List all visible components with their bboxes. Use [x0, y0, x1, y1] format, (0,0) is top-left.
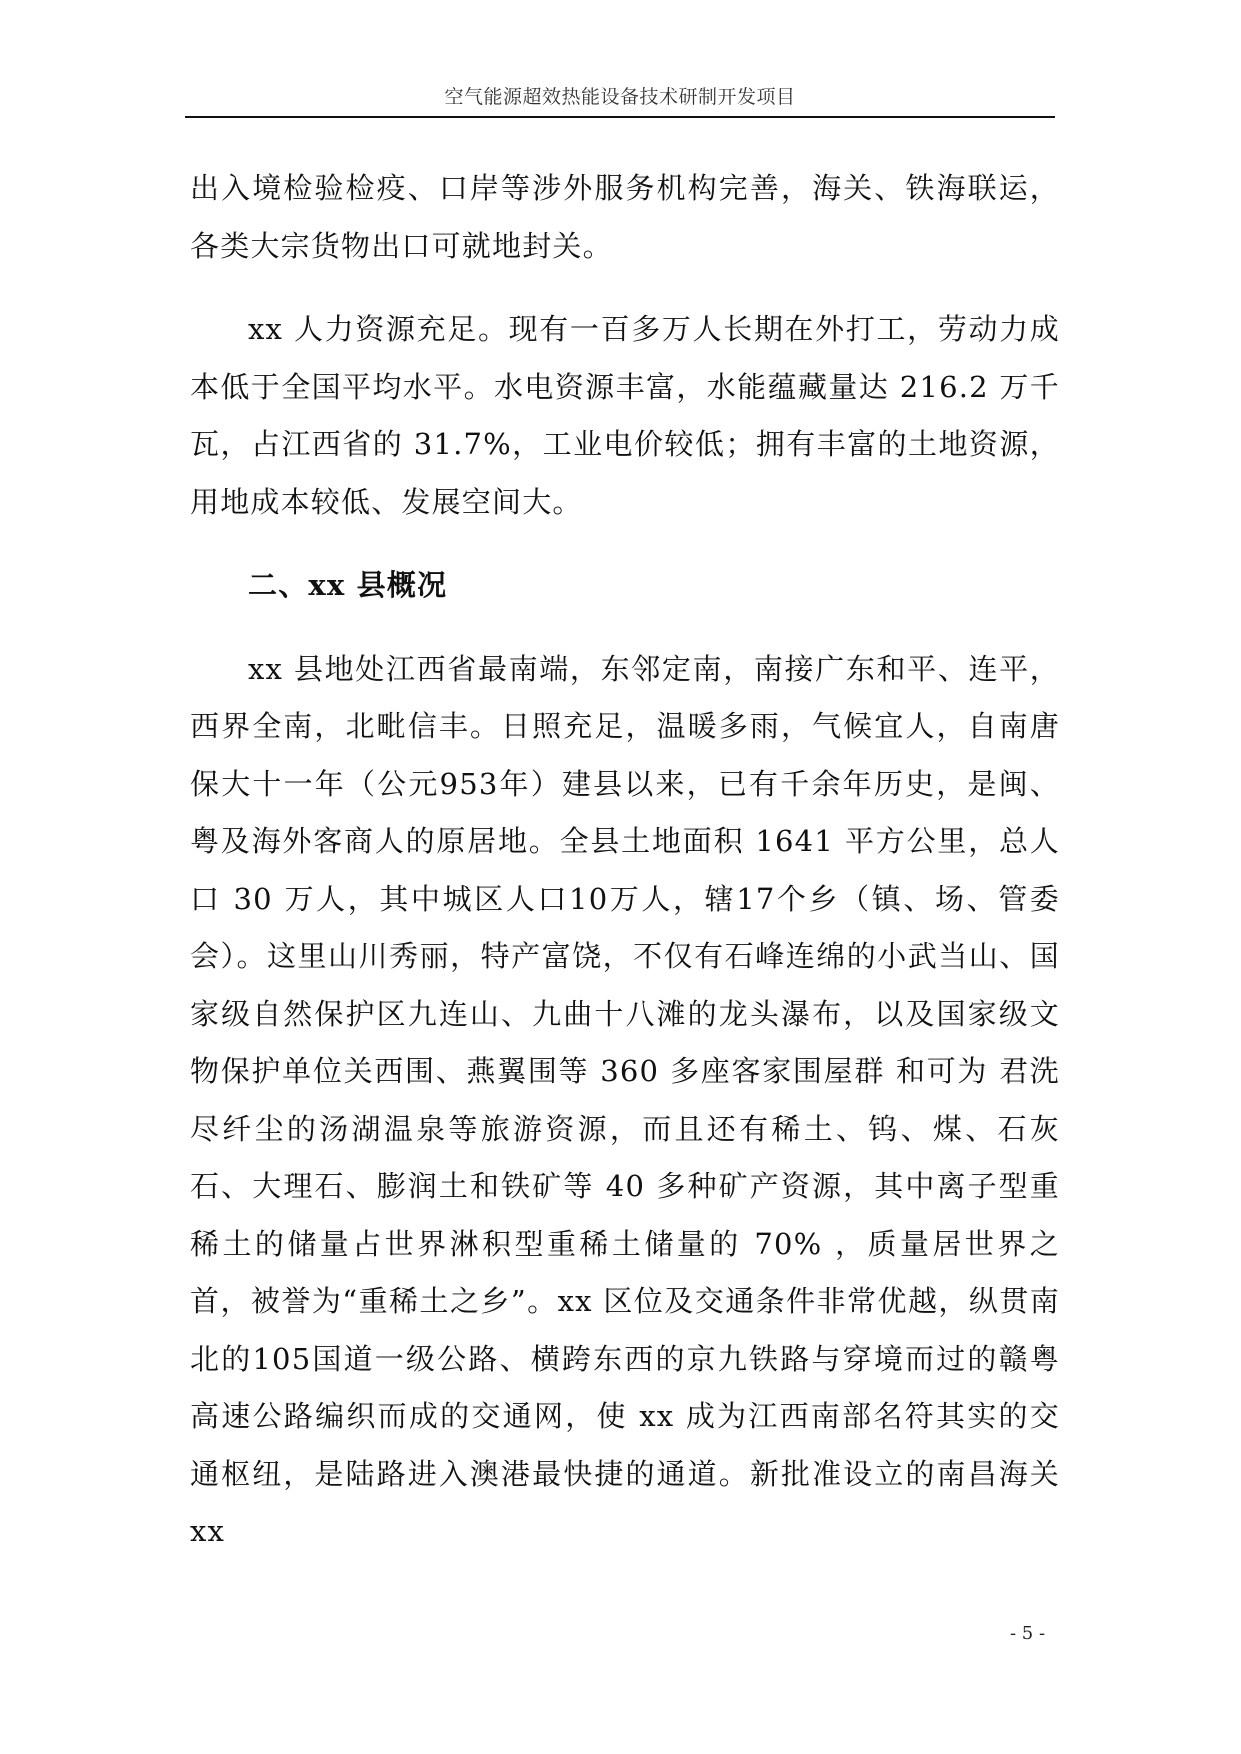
- section-heading: 二、xx 县概况: [248, 568, 448, 602]
- paragraph-continued: 出入境检验检疫、口岸等涉外服务机构完善，海关、铁海联运，各类大宗货物出口可就地封关。: [190, 171, 1060, 263]
- page-number: - 5 -: [1010, 1623, 1046, 1644]
- document-title: 空气能源超效热能设备技术研制开发项目: [444, 86, 796, 108]
- paragraph-county-overview: xx 县地处江西省最南端，东邻定南，南接广东和平、连平，西界全南，北毗信丰。日照充足，温暖多雨，气候宜人，自南唐保大十一年（公元953年）建县以来，已有千余年历史，是闽、粤及海外客商人的原居地。全县土地面积 1641 平方公里，总人口 30 万人，其中城区人口10万人，辖17个乡（镇、场、管委会）。这里山川秀丽，特产富饶，不仅有石峰连绵的小武当山、国家级自然保护区九连山、九曲十八滩的龙头瀑布，以及国家级文物保护单位关西围、燕翼围等 360 多座客家围屋群 和可为 君洗尽纤尘的汤湖温泉等旅游资源，而且还有稀土、钨、煤、石灰石、大理石、膨润土和铁矿等 40 多种矿产资源，其中离子型重稀土的储量占世界淋积型重稀土储量的 70% ，质量居世界之首，被誉为“重稀土之乡”。xx 区位及交通条件非常优越，纵贯南北的105国道一级公路、横跨东西的京九铁路与穿境而过的赣粤高速公路编织而成的交通网，使 xx 成为江西南部名符其实的交通枢纽，是陆路进入澳港最快捷的通道。新批准设立的南昌海关 xx: [190, 651, 1060, 1548]
- paragraph-human-resources: xx 人力资源充足。现有一百多万人长期在外打工，劳动力成本低于全国平均水平。水电资源丰富，水能蕴藏量达 216.2 万千瓦，占江西省的 31.7%，工业电价较低；拥有丰富的土地资源，用地成本较低、发展空间大。: [190, 312, 1060, 519]
- page-header: [185, 82, 1055, 118]
- document-body: [190, 160, 1060, 1561]
